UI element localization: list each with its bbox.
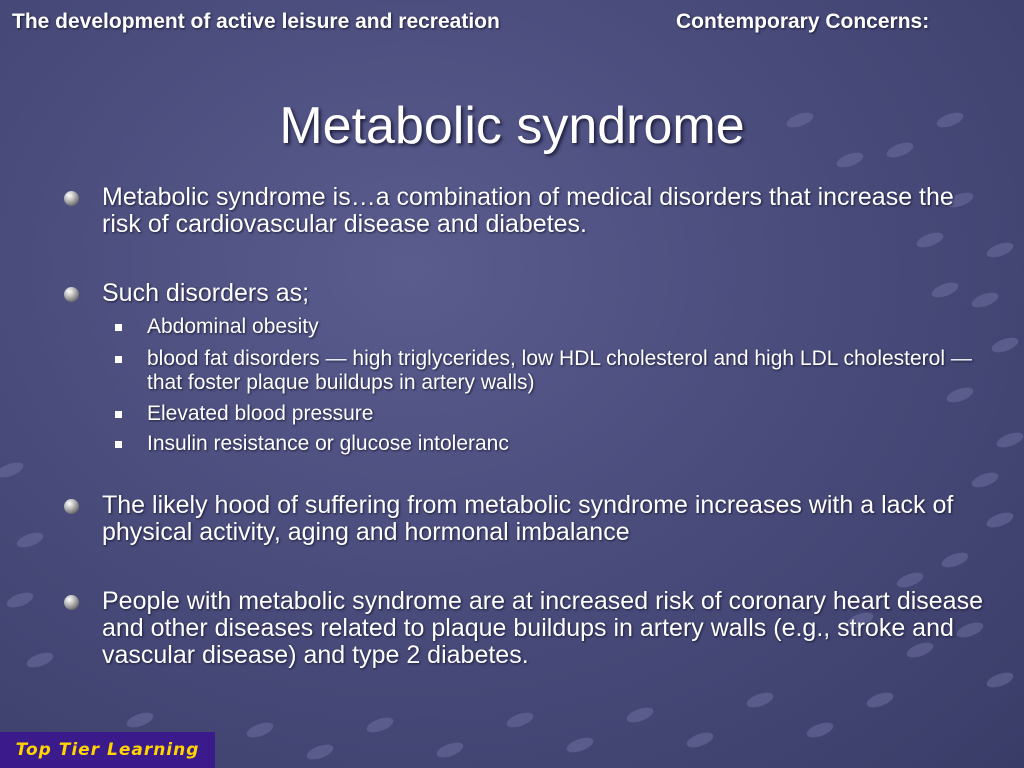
square-bullet-icon [115, 411, 122, 418]
top-tier-learning-logo: Top Tier Learning [0, 732, 215, 768]
bullet-text: People with metabolic syndrome are at increased risk of coronary heart disease and other diseases related to plaque buildups in artery walls (e.g., stroke and vascular disease) and type 2 diabetes. [102, 587, 983, 669]
bullet-ball-icon [64, 499, 79, 514]
square-bullet-icon [115, 356, 122, 363]
bullet-text: The likely hood of suffering from metabolic syndrome increases with a lack of physical activity, aging and hormonal imbalance [102, 491, 954, 546]
square-bullet-icon [115, 324, 122, 331]
slide-title: Metabolic syndrome [279, 97, 745, 155]
slide-content [64, 184, 984, 669]
sub-bullet-item [64, 402, 984, 426]
sub-bullet-item [64, 315, 984, 339]
bullet-text: Such disorders as; [102, 279, 310, 307]
header-course-title: The development of active leisure and recreation [12, 10, 500, 33]
sub-bullet-item [64, 347, 984, 395]
bullet-ball-icon [64, 287, 79, 302]
bullet-item [64, 280, 984, 307]
bullet-item [64, 588, 984, 669]
sub-bullet-text: Insulin resistance or glucose intoleranc [147, 432, 509, 455]
sub-bullet-text: blood fat disorders — high triglycerides, low HDL cholesterol and high LDL cholesterol — that foster plaque buildups in artery walls) [147, 347, 972, 394]
bullet-item [64, 492, 984, 546]
header-section-title: Contemporary Concerns: [676, 10, 930, 33]
bullet-ball-icon [64, 191, 79, 206]
sub-bullet-item [64, 432, 984, 456]
bullet-text: Metabolic syndrome is…a combination of medical disorders that increase the risk of cardiovascular disease and diabetes. [102, 183, 954, 238]
sub-bullet-text: Abdominal obesity [147, 315, 319, 338]
bullet-ball-icon [64, 595, 79, 610]
bullet-item [64, 184, 984, 238]
sub-bullet-text: Elevated blood pressure [147, 402, 374, 425]
square-bullet-icon [115, 441, 122, 448]
